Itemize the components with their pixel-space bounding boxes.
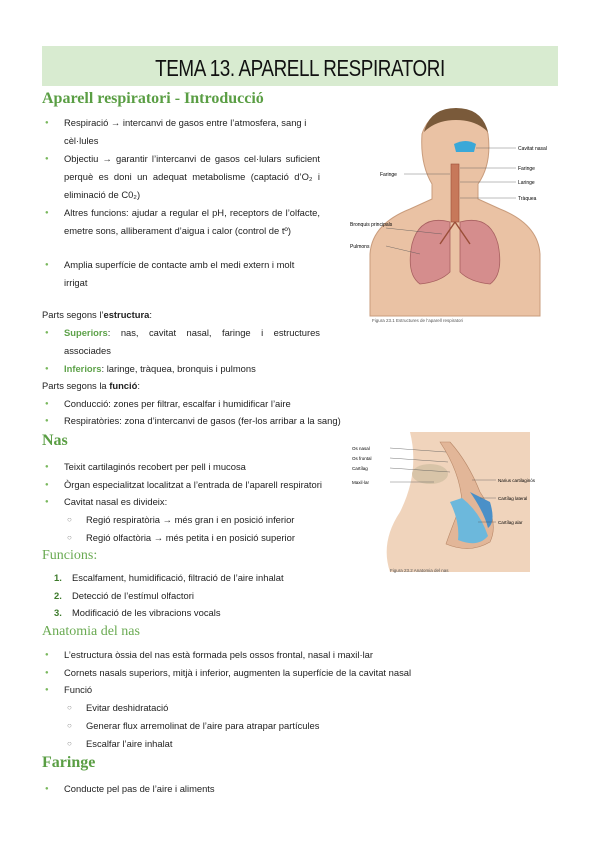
nose-anatomy-illustration [350, 432, 562, 572]
sub-list-item: ○ Escalfar l’aire inhalat [86, 735, 386, 753]
list-item: ● Cavitat nasal es divideix: [64, 493, 334, 511]
list-item: ● L’estructura òssia del nas està formada pels ossos frontal, nasal i maxil·lar [64, 646, 464, 664]
respiratory-system-figure [350, 104, 562, 330]
parts-function-label: Parts segons la funció: [42, 380, 140, 391]
label-right-0: Cavitat nasal [518, 146, 547, 152]
list-item: ● Respiració → intercanvi de gasos entre l’atmosfera, sang i cèl·lules [64, 114, 320, 150]
sub-list-item: ○ Regió olfactòria → més petita i en posició superior [86, 529, 346, 547]
figure-caption: Figura 23.2 Anatomia del nas [390, 568, 449, 573]
nose-label-left-2: Cartílag [352, 466, 368, 471]
label-right-3: Tràquea [518, 196, 537, 202]
list-item: ● Altres funcions: ajudar a regular el pH, receptors de l’olfacte, emetre sons, alliberament d’aigua i calor (control de tº) [64, 204, 320, 240]
section-heading-faringe: Faringe [42, 754, 96, 771]
sub-list-item: ○ Generar flux arremolinat de l’aire para atrapar partícules [86, 717, 406, 735]
nose-label-right-0: Narius cartilaginós [498, 478, 536, 483]
sub-list-item: ○ Evitar deshidratació [86, 699, 386, 717]
label-right-2: Laringe [518, 180, 535, 186]
list-item: ● Cornets nasals superiors, mitjà i inferior, augmenten la superfície de la cavitat nasal [64, 664, 484, 682]
list-item: ● Respiratòries: zona d’intercanvi de gasos (fer-los arribar a la sang) [64, 412, 384, 430]
page-title: TEMA 13. APARELL RESPIRATORI [155, 55, 445, 81]
label-left-2: Pulmons [350, 244, 370, 250]
numbered-item: 3. Modificació de les vibracions vocals [54, 607, 221, 618]
numbered-item: 1. Escalfament, humidificació, filtració de l’aire inhalat [54, 572, 284, 583]
list-item: ● Òrgan especialitzat localitzat a l’entrada de l’aparell respiratori [64, 476, 354, 494]
list-item-inferiors: ● Inferiors: laringe, tràquea, bronquis i pulmons [64, 360, 324, 378]
list-item: ● Objectiu → garantir l’intercanvi de gasos cel·lulars suficient perquè es doni un adequat metabolisme (captació d’O₂ i eliminació de C0₂) [64, 150, 320, 204]
section-heading-anatomia: Anatomia del nas [42, 624, 140, 639]
label-right-1: Faringe [518, 166, 535, 172]
list-item: ● Conducció: zones per filtrar, escalfar i humidificar l’aire [64, 395, 364, 413]
parts-structure-label: Parts segons l’estructura: [42, 309, 152, 320]
label-left-0: Faringe [380, 172, 397, 178]
numbered-item: 2. Detecció de l’estímul olfactori [54, 590, 194, 601]
list-item: ● Amplia superfície de contacte amb el medi extern i molt irrigat [64, 256, 320, 292]
label-left-1: Bronquis principals [350, 222, 393, 228]
nose-label-right-1: Cartílag lateral [498, 496, 528, 501]
figure-caption: Figura 23.1 Estructures de l’aparell respiratori [372, 318, 464, 323]
sub-list-item: ○ Regió respiratòria → més gran i en posició inferior [86, 511, 346, 529]
list-item: ● Funció [64, 681, 364, 699]
respiratory-system-illustration [350, 104, 562, 330]
title-bar [42, 46, 558, 86]
nose-label-left-0: Os nasal [352, 446, 370, 451]
nose-label-right-2: Cartílag alar [498, 520, 523, 525]
nose-label-left-1: Os frontal [352, 456, 372, 461]
section-heading-nas: Nas [42, 432, 68, 449]
section-heading-intro: Aparell respiratori - Introducció [42, 90, 264, 107]
section-heading-funcions: Funcions: [42, 548, 98, 563]
list-item: ● Conducte pel pas de l’aire i aliments [64, 780, 364, 798]
nose-label-left-3: Maxil·lar [352, 480, 370, 485]
nose-anatomy-figure [350, 432, 562, 578]
list-item-superiors: ● Superiors: nas, cavitat nasal, faringe i estructures associades [64, 324, 320, 360]
list-item: ● Teixit cartilaginós recobert per pell i mucosa [64, 458, 334, 476]
